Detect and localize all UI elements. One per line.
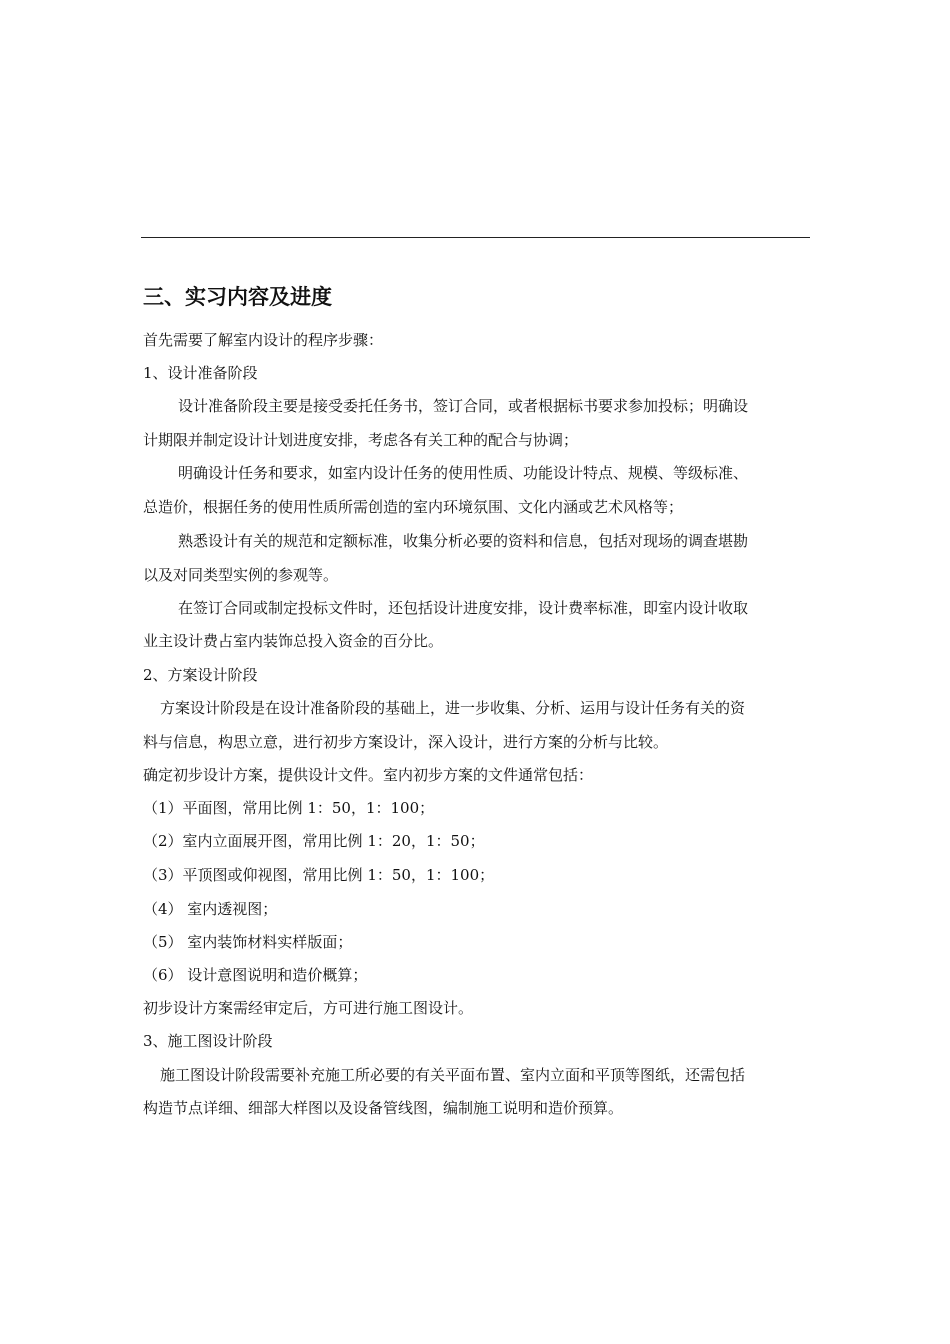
step-1-para-2-line-1: 明确设计任务和要求，如室内设计任务的使用性质、功能设计特点、规模、等级标准、 xyxy=(178,464,749,482)
step-3-title: 3、施工图设计阶段 xyxy=(143,1032,273,1050)
step-2-title: 2、方案设计阶段 xyxy=(143,666,258,684)
step-3-para-line-2: 构造节点详细、细部大样图以及设备管线图，编制施工说明和造价预算。 xyxy=(143,1099,624,1117)
intro-text: 首先需要了解室内设计的程序步骤： xyxy=(143,331,384,349)
step-2-closing: 初步设计方案需经审定后，方可进行施工图设计。 xyxy=(143,999,474,1017)
step-1-para-4-line-2: 业主设计费占室内装饰总投入资金的百分比。 xyxy=(143,632,444,650)
list-item: （2）室内立面展开图，常用比例 1：20，1：50； xyxy=(143,832,485,850)
step-1-para-4-line-1: 在签订合同或制定投标文件时，还包括设计进度安排，设计费率标准，即室内设计收取 xyxy=(178,599,749,617)
step-1-para-1-line-1: 设计准备阶段主要是接受委托任务书，签订合同，或者根据标书要求参加投标；明确设 xyxy=(178,397,749,415)
step-1-title: 1、设计准备阶段 xyxy=(143,364,258,382)
section-heading: 三、实习内容及进度 xyxy=(143,285,332,309)
list-item: （3）平顶图或仰视图，常用比例 1：50，1：100； xyxy=(143,866,495,884)
header-divider xyxy=(141,237,810,238)
step-3-para-line-1: 施工图设计阶段需要补充施工所必要的有关平面布置、室内立面和平顶等图纸，还需包括 xyxy=(160,1066,746,1084)
step-1-para-3-line-1: 熟悉设计有关的规范和定额标准，收集分析必要的资料和信息，包括对现场的调查堪勘 xyxy=(178,532,749,550)
step-1-para-2-line-2: 总造价，根据任务的使用性质所需创造的室内环境氛围、文化内涵或艺术风格等； xyxy=(143,498,684,516)
list-item: （4） 室内透视图； xyxy=(143,900,278,918)
list-item: （5） 室内装饰材料实样版面； xyxy=(143,933,353,951)
step-1-para-3-line-2: 以及对同类型实例的参观等。 xyxy=(143,566,339,584)
step-2-para-line-1: 方案设计阶段是在设计准备阶段的基础上，进一步收集、分析、运用与设计任务有关的资 xyxy=(160,699,746,717)
step-2-para-line-2: 料与信息，构思立意，进行初步方案设计，深入设计，进行方案的分析与比较。 xyxy=(143,733,669,751)
list-item: （1）平面图，常用比例 1：50，1：100； xyxy=(143,799,435,817)
step-1-para-1-line-2: 计期限并制定设计计划进度安排，考虑各有关工种的配合与协调； xyxy=(143,431,579,449)
step-2-sub-intro: 确定初步设计方案，提供设计文件。室内初步方案的文件通常包括： xyxy=(143,766,594,784)
list-item: （6） 设计意图说明和造价概算； xyxy=(143,966,368,984)
